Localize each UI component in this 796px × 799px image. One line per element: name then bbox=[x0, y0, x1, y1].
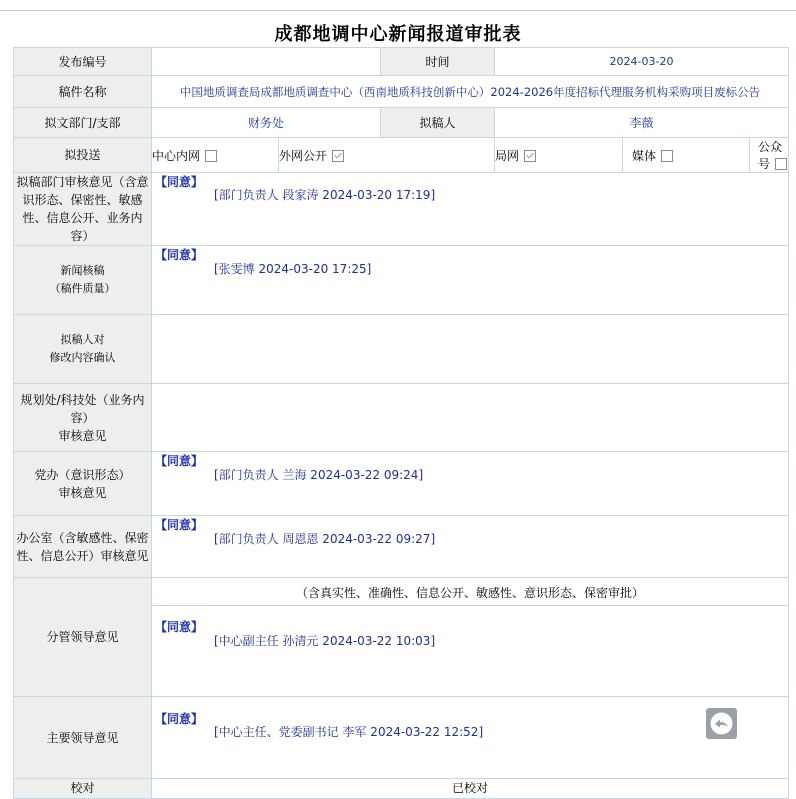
party-opinion bbox=[152, 452, 789, 516]
opinion-status: 【同意】 bbox=[155, 454, 204, 468]
manuscript-value: 中国地质调查局成都地质调查中心（西南地质科技创新中心）2024-2026年度招标代理服务机构采购项目废标公告 bbox=[152, 76, 789, 108]
author-label: 拟稿人 bbox=[381, 108, 495, 138]
send-option-bureau bbox=[495, 138, 623, 173]
send-option-wechat bbox=[750, 138, 789, 173]
opinion-signature: [部门负责人 周恩恩 2024-03-22 09:27] bbox=[214, 532, 436, 546]
office-opinion bbox=[152, 516, 789, 578]
row-send bbox=[14, 138, 789, 173]
opinion-row-news-check bbox=[14, 246, 789, 315]
dept-label: 拟文部门/支部 bbox=[14, 108, 152, 138]
opinion-status: 【同意】 bbox=[155, 248, 204, 262]
office-label: 办公室（含敏感性、保密性、信息公开）审核意见 bbox=[14, 516, 152, 578]
author-confirm-label-line2: 修改内容确认 bbox=[49, 351, 116, 364]
deputy-leader-opinion bbox=[152, 578, 789, 697]
party-label-line1: 党办（意识形态） bbox=[34, 467, 131, 482]
opinion-status: 【同意】 bbox=[155, 175, 204, 189]
author-value: 李薇 bbox=[495, 108, 789, 138]
approval-table bbox=[13, 47, 789, 799]
author-confirm-label-line1: 拟稿人对 bbox=[60, 333, 105, 346]
row-pub-no bbox=[14, 48, 789, 76]
pub-no-value bbox=[152, 48, 381, 76]
main-leader-label: 主要领导意见 bbox=[14, 697, 152, 779]
deputy-leader-label: 分管领导意见 bbox=[14, 578, 152, 697]
opinion-row-deputy-leader bbox=[14, 578, 789, 697]
drafting-dept-label: 拟稿部门审核意见（含意识形态、保密性、敏感性、信息公开、业务内容） bbox=[14, 173, 152, 246]
opinion-status: 【同意】 bbox=[155, 712, 204, 726]
send-label: 拟投送 bbox=[14, 138, 152, 173]
news-check-label-line2: （稿件质量） bbox=[49, 282, 116, 295]
manuscript-label: 稿件名称 bbox=[14, 76, 152, 108]
opinion-row-planning bbox=[14, 384, 789, 452]
send-option-label: 媒体 bbox=[632, 148, 657, 163]
back-arrow-icon bbox=[706, 708, 737, 739]
party-label-line2: 审核意见 bbox=[58, 485, 107, 500]
opinion-row-author-confirm bbox=[14, 315, 789, 384]
planning-label bbox=[14, 384, 152, 452]
wechat-checkbox[interactable] bbox=[775, 158, 787, 170]
bureau-checkbox[interactable] bbox=[524, 150, 536, 162]
opinion-signature: [中心副主任 孙清元 2024-03-22 10:03] bbox=[214, 634, 436, 648]
proofread-label: 校对 bbox=[14, 779, 152, 799]
send-option-public bbox=[279, 138, 495, 173]
row-manuscript bbox=[14, 76, 789, 108]
time-value: 2024-03-20 bbox=[495, 48, 789, 76]
time-label: 时间 bbox=[381, 48, 495, 76]
opinion-status: 【同意】 bbox=[155, 518, 204, 532]
author-confirm-opinion bbox=[152, 315, 789, 384]
dept-value: 财务处 bbox=[152, 108, 381, 138]
news-check-opinion bbox=[152, 246, 789, 315]
intranet-checkbox[interactable] bbox=[205, 150, 217, 162]
top-divider bbox=[0, 10, 796, 11]
page-title: 成都地调中心新闻报道审批表 bbox=[274, 24, 522, 45]
deputy-leader-note: （含真实性、准确性、信息公开、敏感性、意识形态、保密审批） bbox=[296, 586, 645, 600]
planning-label-line2: 审核意见 bbox=[58, 428, 107, 443]
opinion-row-main-leader bbox=[14, 697, 789, 779]
send-option-label: 外网公开 bbox=[279, 148, 328, 163]
opinion-status: 【同意】 bbox=[155, 620, 204, 634]
planning-label-line1: 规划处/科技处（业务内容） bbox=[20, 392, 145, 425]
send-option-label: 中心内网 bbox=[152, 148, 201, 163]
send-option-intranet bbox=[152, 138, 279, 173]
opinion-signature: [中心主任、党委副书记 李军 2024-03-22 12:52] bbox=[214, 725, 484, 739]
drafting-dept-opinion bbox=[152, 173, 789, 246]
opinion-row-drafting-dept bbox=[14, 173, 789, 246]
proofread-value: 已校对 bbox=[152, 779, 789, 799]
opinion-row-office bbox=[14, 516, 789, 578]
send-option-label: 公众号 bbox=[758, 140, 783, 171]
send-option-media bbox=[623, 138, 750, 173]
opinion-signature: [部门负责人 段家涛 2024-03-20 17:19] bbox=[214, 188, 436, 202]
row-proofread bbox=[14, 779, 789, 799]
news-check-label-line1: 新闻核稿 bbox=[60, 264, 105, 277]
author-confirm-label bbox=[14, 315, 152, 384]
send-option-label: 局网 bbox=[495, 148, 520, 163]
planning-opinion bbox=[152, 384, 789, 452]
main-leader-opinion bbox=[152, 697, 789, 779]
back-button[interactable] bbox=[706, 708, 737, 739]
public-checkbox[interactable] bbox=[332, 150, 344, 162]
note-divider bbox=[152, 605, 788, 606]
opinion-row-party bbox=[14, 452, 789, 516]
pub-no-label: 发布编号 bbox=[14, 48, 152, 76]
party-label bbox=[14, 452, 152, 516]
opinion-signature: [张雯博 2024-03-20 17:25] bbox=[214, 262, 372, 276]
opinion-signature: [部门负责人 兰海 2024-03-22 09:24] bbox=[214, 468, 424, 482]
row-dept bbox=[14, 108, 789, 138]
media-checkbox[interactable] bbox=[661, 150, 673, 162]
news-check-label bbox=[14, 246, 152, 315]
